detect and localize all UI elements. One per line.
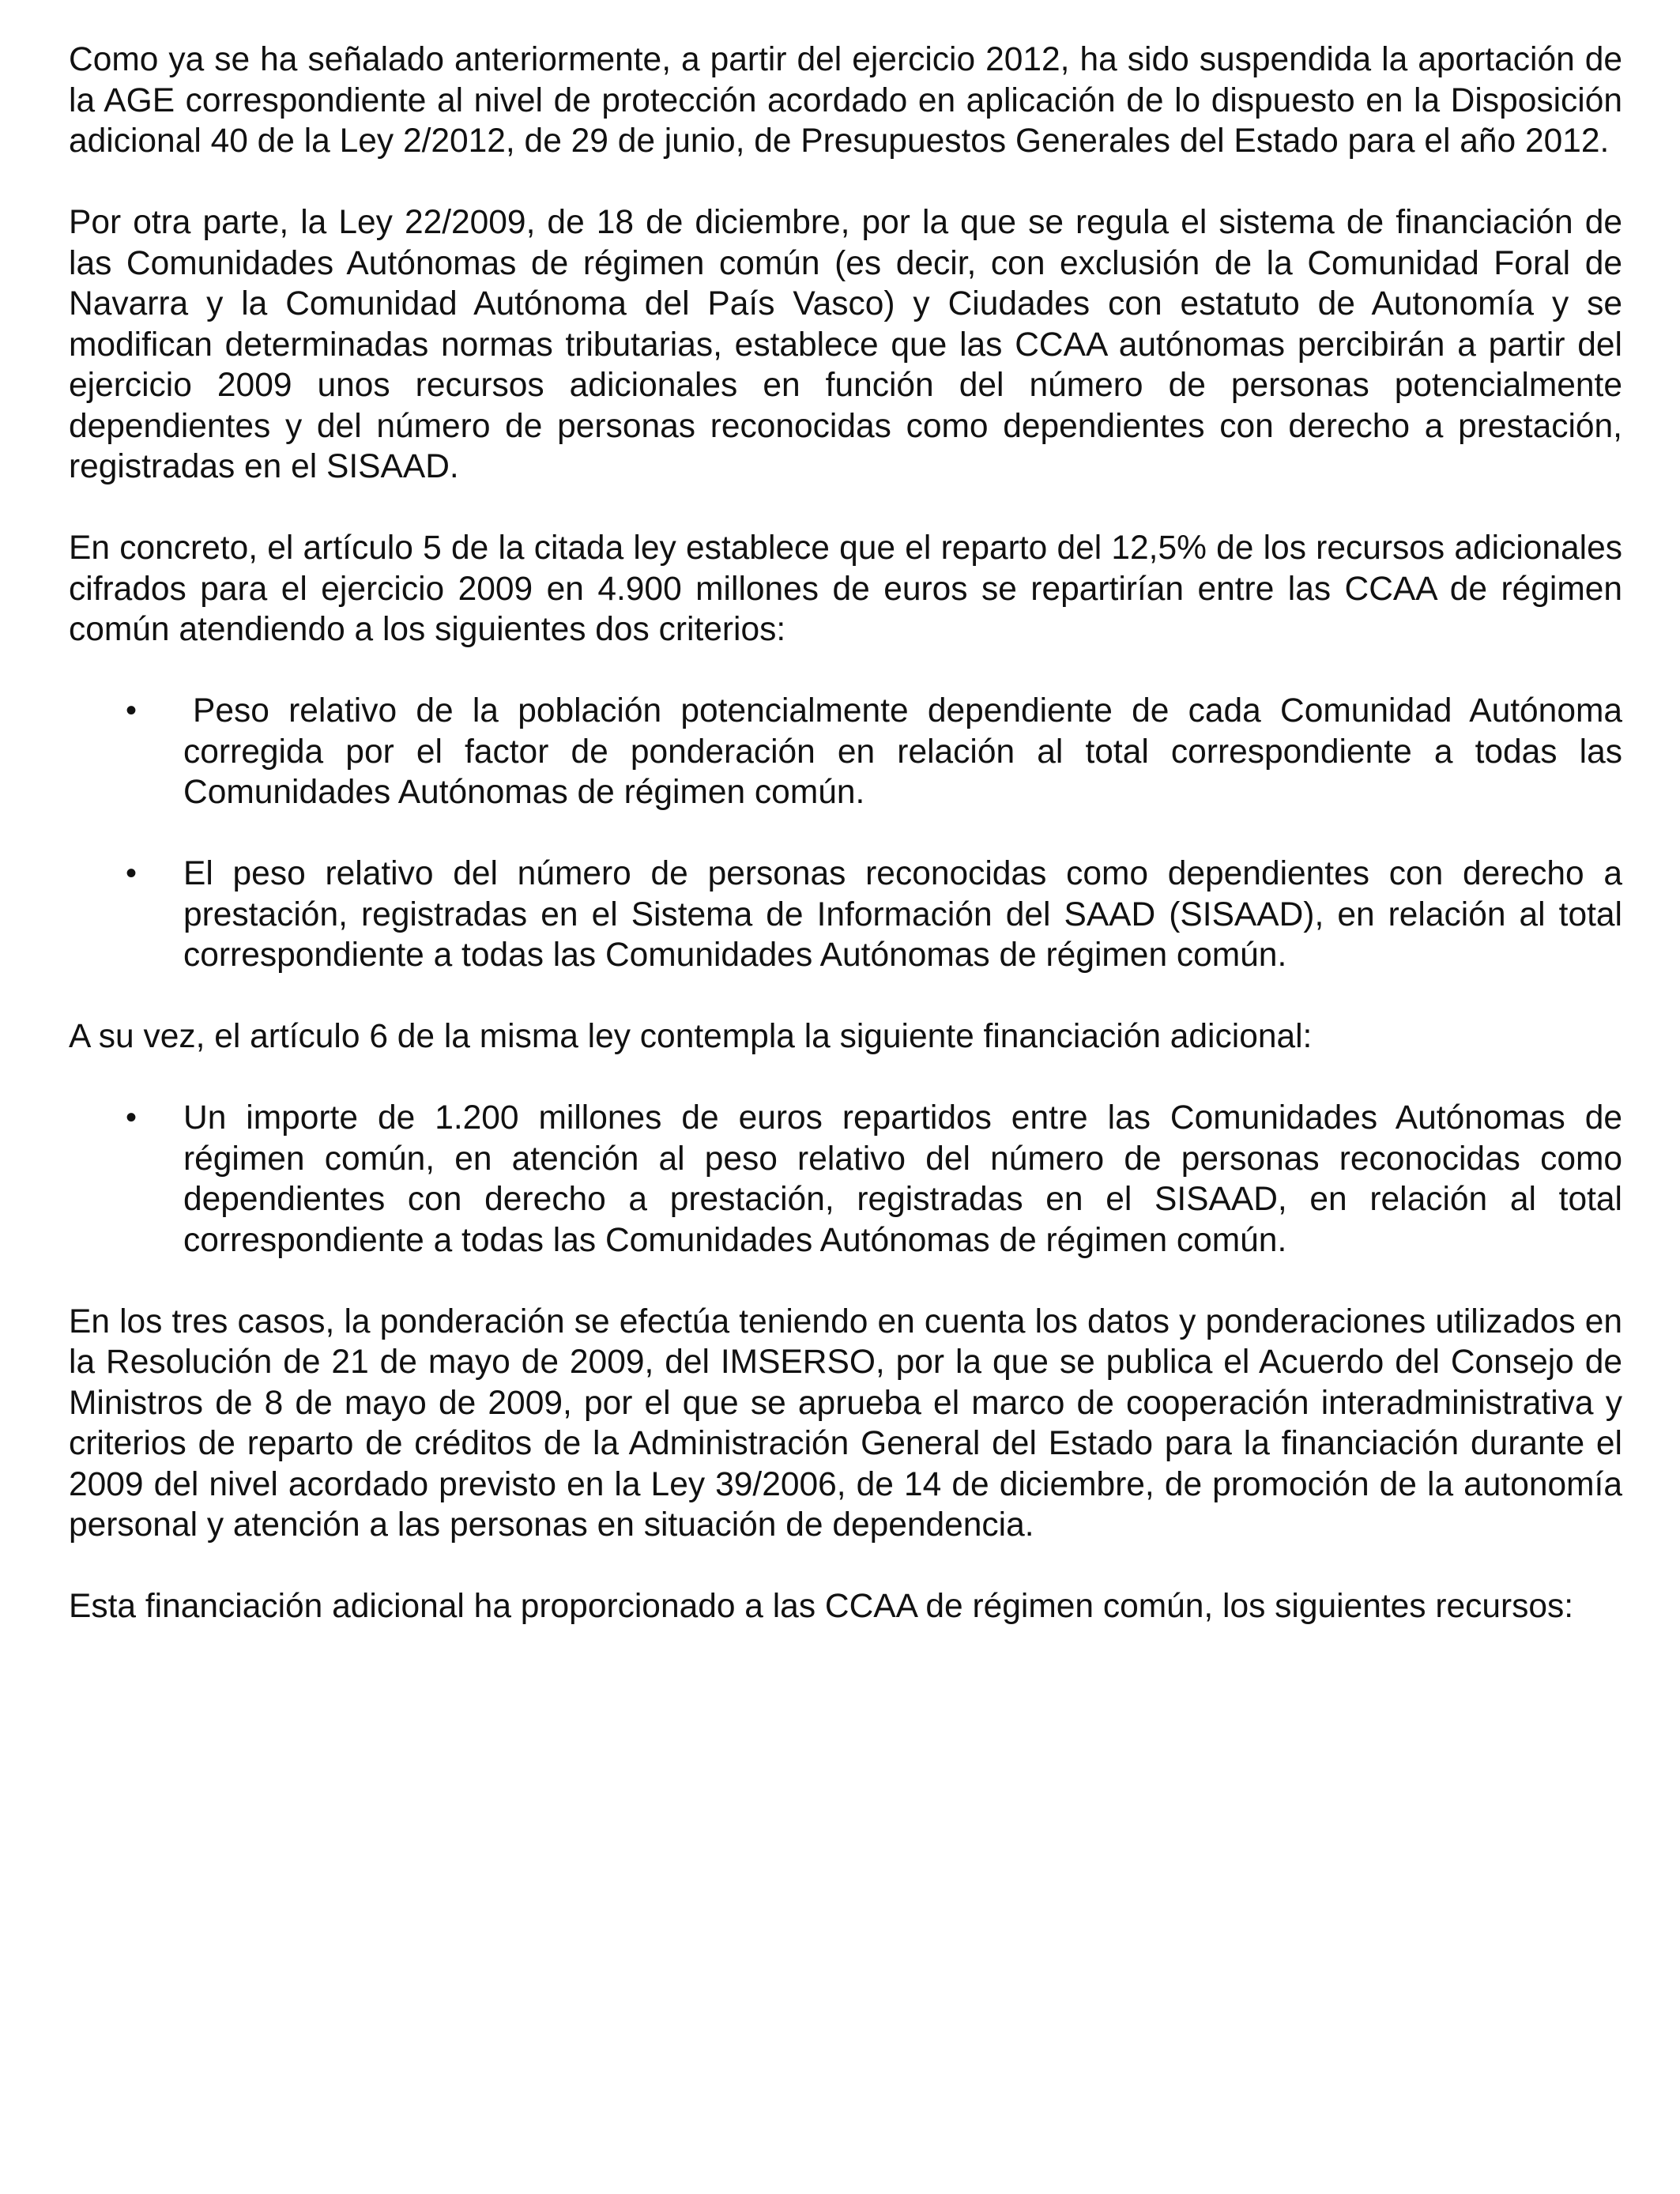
bullet-icon: •	[126, 856, 137, 891]
paragraph-suspension-aportacion: Como ya se ha señalado anteriormente, a partir del ejercicio 2012, ha sido suspendida la aportación de la AGE correspondiente al nivel de protección acordado en aplicación de lo dispuesto en la Disposición adicional 40 de la Ley 2/2012, de 29 de junio, de Presupuestos Generales del Estado para el año 2012.	[69, 41, 1622, 160]
bullet-list-criterios-articulo-5	[69, 691, 1622, 976]
list-item	[69, 1098, 1622, 1261]
bullet-icon: •	[126, 693, 137, 728]
list-item-text: El peso relativo del número de personas reconocidas como dependientes con derecho a prestación, registradas en el Sistema de Información del SAAD (SISAAD), en relación al total correspondiente a todas las Comunidades Autónomas de régimen común.	[183, 855, 1622, 974]
document-page	[69, 40, 1622, 1627]
list-item-text: Peso relativo de la población potencialmente dependiente de cada Comunidad Autónoma corregida por el factor de ponderación en relación al total correspondiente a todas las Comunidades Autónomas de régimen común.	[183, 692, 1622, 811]
bullet-list-articulo-6	[69, 1098, 1622, 1261]
list-item-text: Un importe de 1.200 millones de euros repartidos entre las Comunidades Autónomas de régimen común, en atención al peso relativo del número de personas reconocidas como dependientes con derecho a prestación, registradas en el SISAAD, en relación al total correspondiente a todas las Comunidades Autónomas de régimen común.	[183, 1099, 1622, 1259]
list-item	[69, 854, 1622, 976]
paragraph-ponderacion: En los tres casos, la ponderación se efectúa teniendo en cuenta los datos y ponderaciones utilizados en la Resolución de 21 de mayo de 2009, del IMSERSO, por la que se publica el Acuerdo del Consejo de Ministros de 8 de mayo de 2009, por el que se aprueba el marco de cooperación interadministrativa y criterios de reparto de créditos de la Administración General del Estado para la financiación durante el 2009 del nivel acordado previsto en la Ley 39/2006, de 14 de diciembre, de promoción de la autonomía personal y atención a las personas en situación de dependencia.	[69, 1302, 1622, 1544]
paragraph-articulo-6: A su vez, el artículo 6 de la misma ley contempla la siguiente financiación adicional:	[69, 1018, 1313, 1055]
bullet-icon: •	[126, 1100, 137, 1135]
list-item	[69, 691, 1622, 813]
paragraph-articulo-5: En concreto, el artículo 5 de la citada ley establece que el reparto del 12,5% de los recursos adicionales cifrados para el ejercicio 2009 en 4.900 millones de euros se repartirían entre las CCAA de régimen común atendiendo a los siguientes dos criterios:	[69, 530, 1622, 648]
paragraph-ley-22-2009: Por otra parte, la Ley 22/2009, de 18 de diciembre, por la que se regula el sistema de financiación de las Comunidades Autónomas de régimen común (es decir, con exclusión de la Comunidad Foral de Navarra y la Comunidad Autónoma del País Vasco) y Ciudades con estatuto de Autonomía y se modifican determinadas normas tributarias, establece que las CCAA autónomas percibirán a partir del ejercicio 2009 unos recursos adicionales en función del número de personas potencialmente dependientes y del número de personas reconocidas como dependientes con derecho a prestación, registradas en el SISAAD.	[69, 204, 1622, 485]
paragraph-recursos: Esta financiación adicional ha proporcionado a las CCAA de régimen común, los siguientes recursos:	[69, 1588, 1574, 1625]
